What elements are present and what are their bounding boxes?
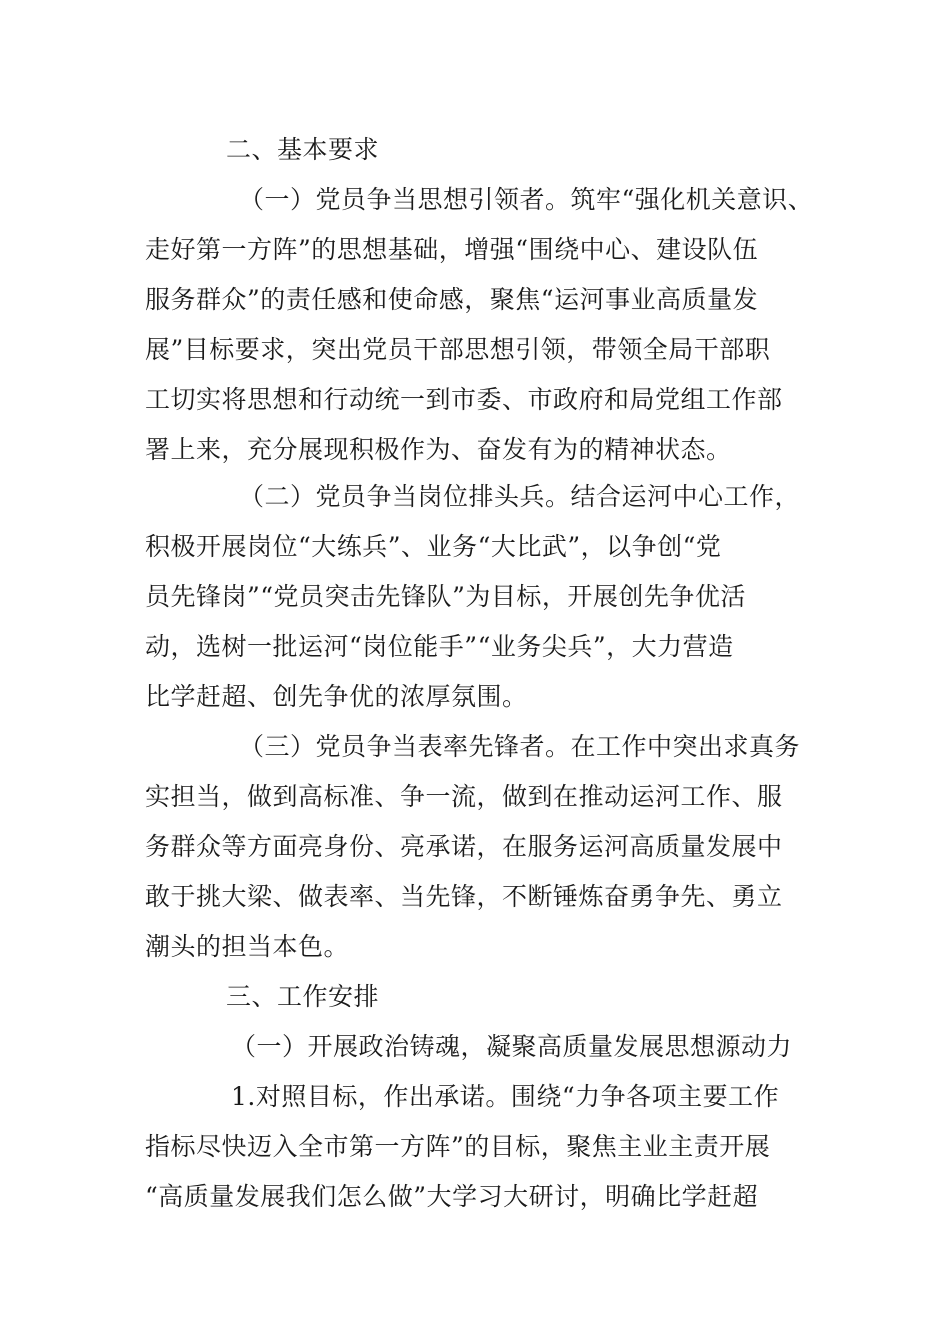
- paragraph-line: 实担当，做到高标准、争一流，做到在推动运河工作、服: [145, 782, 783, 811]
- paragraph-line: 指标尽快迈入全市第一方阵”的目标，聚焦主业主责开展: [145, 1132, 771, 1161]
- paragraph-line: 走好第一方阵”的思想基础，增强“围绕中心、建设队伍: [145, 235, 759, 264]
- paragraph-line: 积极开展岗位“大练兵”、业务“大比武”，以争创“党: [145, 532, 722, 561]
- paragraph-line: 1.对照目标，作出承诺。围绕“力争各项主要工作: [231, 1082, 780, 1111]
- paragraph-line: （三）党员争当表率先锋者。在工作中突出求真务: [239, 732, 801, 761]
- paragraph-line: （一）党员争当思想引领者。筑牢“强化机关意识、: [239, 185, 814, 214]
- paragraph-line: 员先锋岗”“党员突击先锋队”为目标，开展创先争优活: [145, 582, 746, 611]
- paragraph-line: 工切实将思想和行动统一到市委、市政府和局党组工作部: [145, 385, 783, 414]
- paragraph-line: 务群众等方面亮身份、亮承诺，在服务运河高质量发展中: [145, 832, 783, 861]
- paragraph-line: 潮头的担当本色。: [145, 932, 350, 961]
- subheading-line: （一）开展政治铸魂，凝聚高质量发展思想源动力: [231, 1032, 793, 1061]
- paragraph-line: “高质量发展我们怎么做”大学习大研讨，明确比学赶超: [145, 1182, 759, 1211]
- heading-basic-requirements: 二、基本要求: [226, 135, 380, 164]
- heading-work-arrangement: 三、工作安排: [226, 982, 380, 1011]
- paragraph-line: 署上来，充分展现积极作为、奋发有为的精神状态。: [145, 435, 732, 464]
- paragraph-line: 展”目标要求，突出党员干部思想引领，带领全局干部职: [145, 335, 771, 364]
- paragraph-line: 动，选树一批运河“岗位能手”“业务尖兵”，大力营造: [145, 632, 734, 661]
- paragraph-line: 敢于挑大梁、做表率、当先锋，不断锤炼奋勇争先、勇立: [145, 882, 783, 911]
- paragraph-line: 服务群众”的责任感和使命感，聚焦“运河事业高质量发: [145, 285, 759, 314]
- paragraph-line: 比学赶超、创先争优的浓厚氛围。: [145, 682, 528, 711]
- paragraph-line: （二）党员争当岗位排头兵。结合运河中心工作，: [239, 482, 801, 511]
